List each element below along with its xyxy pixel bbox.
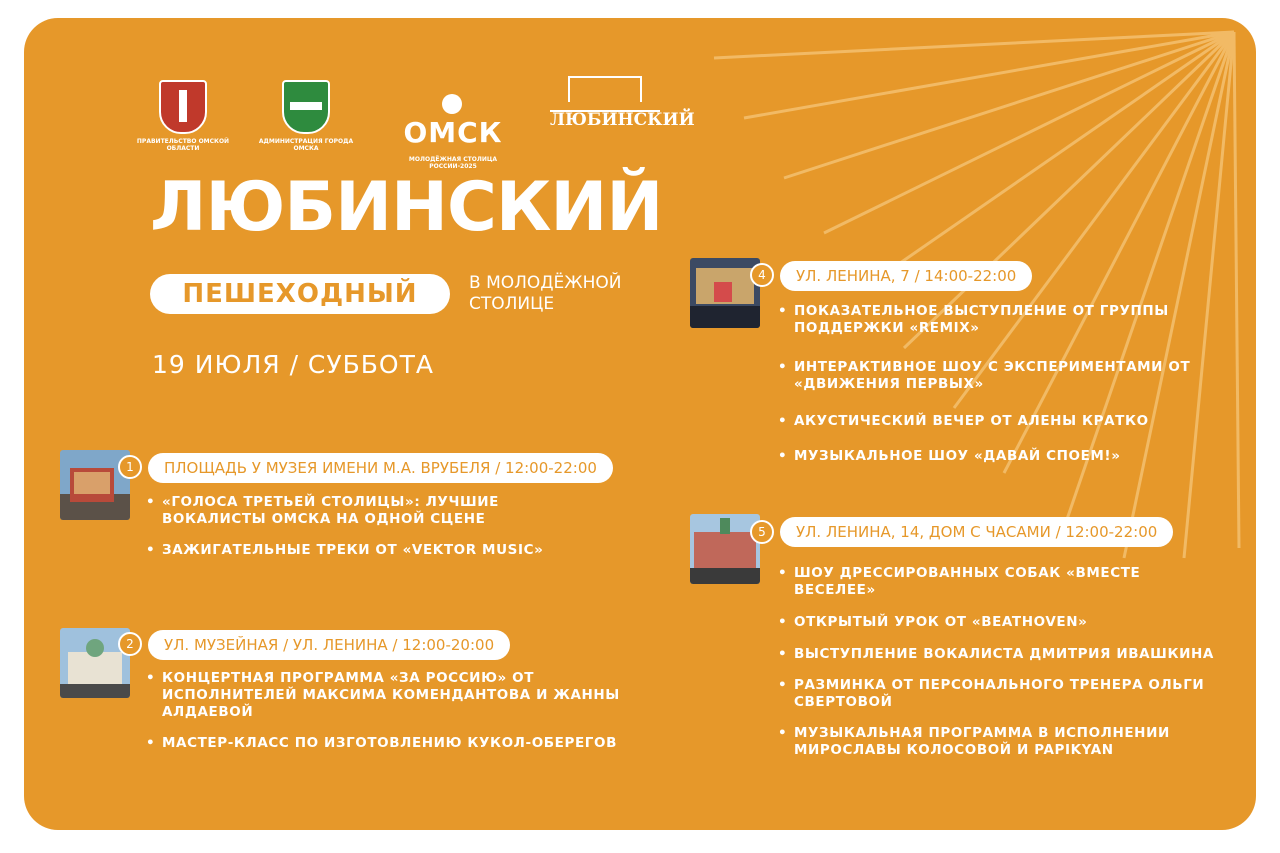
venue-location-5: УЛ. ЛЕНИНА, 14, ДОМ С ЧАСАМИ / 12:00-22:00 <box>780 517 1173 547</box>
venue-photo-5 <box>690 514 760 584</box>
omsk-region-crest-icon <box>159 80 207 134</box>
venue-location-1: ПЛОЩАДЬ У МУЗЕЯ ИМЕНИ М.А. ВРУБЕЛЯ / 12:00-22:00 <box>148 453 613 483</box>
venue-activities-5 <box>778 565 1218 759</box>
omsk-city-crest-icon <box>282 80 330 134</box>
activity-item: • «ГОЛОСА ТРЕТЬЕЙ СТОЛИЦЫ»: ЛУЧШИЕ ВОКАЛИСТЫ ОМСКА НА ОДНОЙ СЦЕНЕ <box>146 494 606 528</box>
venue-photo-4 <box>690 258 760 328</box>
activity-item: • РАЗМИНКА ОТ ПЕРСОНАЛЬНОГО ТРЕНЕРА ОЛЬГИ СВЕРТОВОЙ <box>778 677 1218 711</box>
venue-location-4: УЛ. ЛЕНИНА, 7 / 14:00-22:00 <box>780 261 1032 291</box>
event-date: 19 ИЮЛЯ / СУББОТА <box>152 350 434 379</box>
venue-activities-4 <box>778 303 1198 465</box>
venue-activities-2 <box>146 670 666 752</box>
omsk-sun-icon <box>442 94 462 114</box>
venue-activities-1 <box>146 494 606 559</box>
activity-item: • ОТКРЫТЫЙ УРОК ОТ «BEATHOVEN» <box>778 614 1218 631</box>
activity-item: • ПОКАЗАТЕЛЬНОЕ ВЫСТУПЛЕНИЕ ОТ ГРУППЫ ПОДДЕРЖКИ «REMIX» <box>778 303 1198 337</box>
activity-item: • ИНТЕРАКТИВНОЕ ШОУ С ЭКСПЕРИМЕНТАМИ ОТ «ДВИЖЕНИЯ ПЕРВЫХ» <box>778 359 1198 393</box>
festival-tagline: В МОЛОДЁЖНОЙ СТОЛИЦЕ <box>469 273 622 314</box>
region-government-logo <box>128 80 238 152</box>
city-administration-caption: АДМИНИСТРАЦИЯ ГОРОДА ОМСКА <box>258 138 354 152</box>
festival-subtitle-pill: ПЕШЕХОДНЫЙ <box>150 274 450 314</box>
activity-item: • КОНЦЕРТНАЯ ПРОГРАММА «ЗА РОССИЮ» ОТ ИСПОЛНИТЕЛЕЙ МАКСИМА КОМЕНДАНТОВА И ЖАННЫ АЛДАЕВОЙ <box>146 670 666 721</box>
festival-title: ЛЮБИНСКИЙ <box>150 168 663 247</box>
activity-item: • ШОУ ДРЕССИРОВАННЫХ СОБАК «ВМЕСТЕ ВЕСЕЛЕЕ» <box>778 565 1218 599</box>
region-government-caption: ПРАВИТЕЛЬСТВО ОМСКОЙ ОБЛАСТИ <box>136 138 230 152</box>
omsk-youth-capital-logo <box>396 80 510 170</box>
omsk-wordmark: ОМСК <box>396 88 510 148</box>
activity-item: • ВЫСТУПЛЕНИЕ ВОКАЛИСТА ДМИТРИЯ ИВАШКИНА <box>778 646 1218 663</box>
lubinsky-logo <box>550 78 695 130</box>
venue-number-4: 4 <box>750 263 774 287</box>
activity-item: • МУЗЫКАЛЬНАЯ ПРОГРАММА В ИСПОЛНЕНИИ МИРОСЛАВЫ КОЛОСОВОЙ И PAPIKYAN <box>778 725 1218 759</box>
venue-location-2: УЛ. МУЗЕЙНАЯ / УЛ. ЛЕНИНА / 12:00-20:00 <box>148 630 510 660</box>
building-icon <box>568 76 642 102</box>
activity-item: • МАСТЕР-КЛАСС ПО ИЗГОТОВЛЕНИЮ КУКОЛ-ОБЕРЕГОВ <box>146 735 666 752</box>
activity-item: • ЗАЖИГАТЕЛЬНЫЕ ТРЕКИ ОТ «VEKTOR MUSIC» <box>146 542 606 559</box>
activity-item: • МУЗЫКАЛЬНОЕ ШОУ «ДАВАЙ СПОЕМ!» <box>778 448 1198 465</box>
city-administration-logo <box>251 80 361 152</box>
venue-number-2: 2 <box>118 632 142 656</box>
poster-card <box>24 18 1256 830</box>
activity-item: • АКУСТИЧЕСКИЙ ВЕЧЕР ОТ АЛЕНЫ КРАТКО <box>778 413 1198 430</box>
venue-number-5: 5 <box>750 520 774 544</box>
omsk-tagline: МОЛОДЁЖНАЯ СТОЛИЦА РОССИИ-2025 <box>408 156 498 170</box>
lubinsky-wordmark: ЛЮБИНСКИЙ <box>550 110 660 130</box>
venue-number-1: 1 <box>118 455 142 479</box>
